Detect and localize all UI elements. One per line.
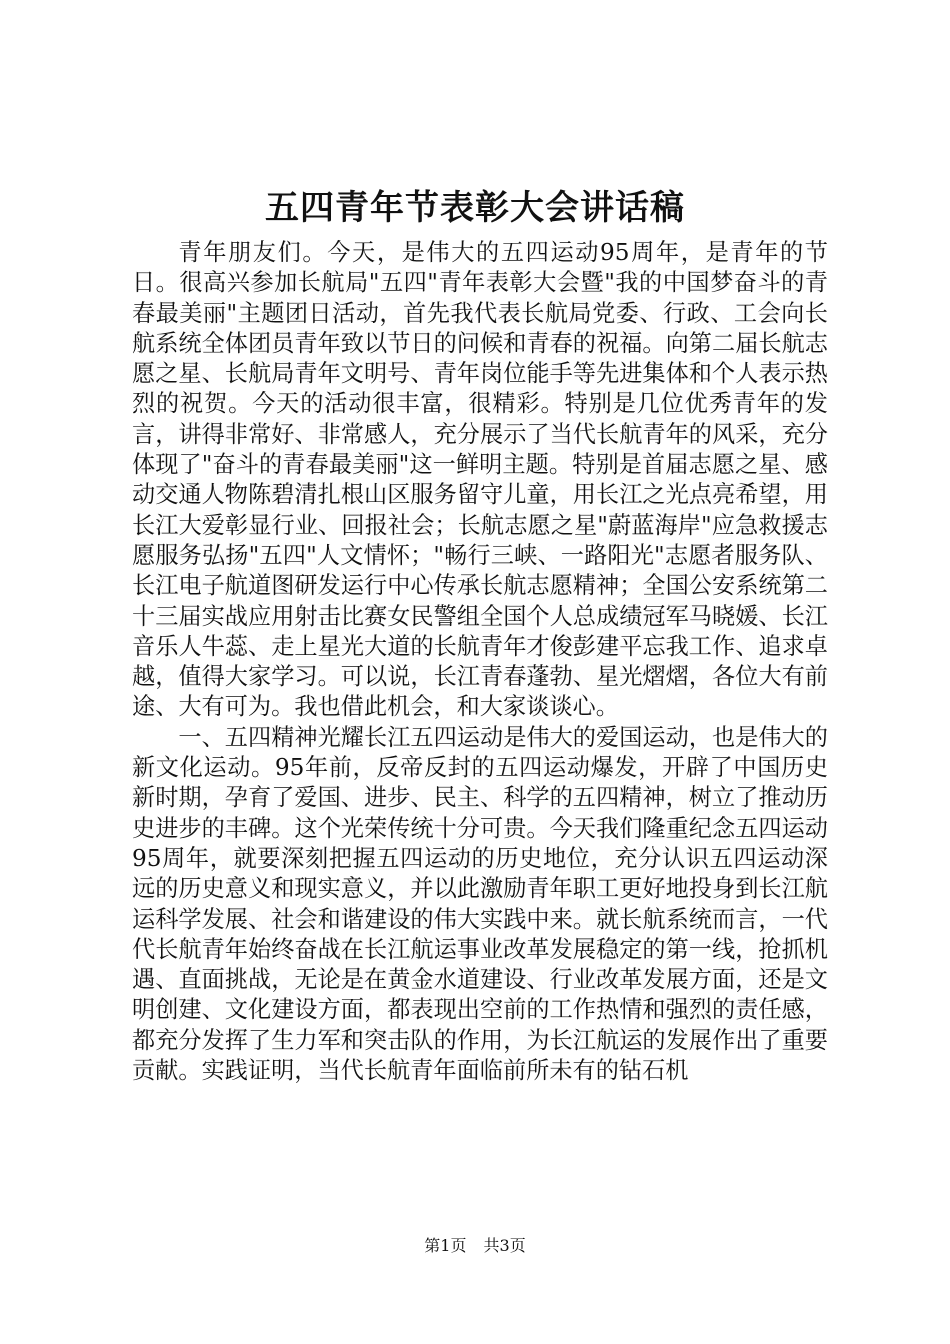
document-body: [132, 238, 828, 1086]
page-number: 第1页: [424, 1236, 467, 1255]
page-title: 五四青年节表彰大会讲话稿: [265, 188, 685, 228]
page-footer: [0, 1236, 950, 1256]
paragraph: 青年朋友们。今天，是伟大的五四运动95周年，是青年的节日。很高兴参加长航局"五四"青年表彰大会暨"我的中国梦奋斗的青春最美丽"主题团日活动，首先我代表长航局党委、行政、工会向长航系统全体团员青年致以节日的问候和青春的祝福。向第二届长航志愿之星、长航局青年文明号、青年岗位能手等先进集体和个人表示热烈的祝贺。今天的活动很丰富，很精彩。特别是几位优秀青年的发言，讲得非常好、非常感人，充分展示了当代长航青年的风采，充分体现了"奋斗的青春最美丽"这一鲜明主题。特别是首届志愿之星、感动交通人物陈碧清扎根山区服务留守儿童，用长江之光点亮希望，用长江大爱彰显行业、回报社会；长航志愿之星"蔚蓝海岸"应急救援志愿服务弘扬"五四"人文情怀；"畅行三峡、一路阳光"志愿者服务队、长江电子航道图研发运行中心传承长航志愿精神；全国公安系统第二十三届实战应用射击比赛女民警组全国个人总成绩冠军马晓媛、长江音乐人牛蕊、走上星光大道的长航青年才俊彭建平忘我工作、追求卓越，值得大家学习。可以说，长江青春蓬勃、星光熠熠，各位大有前途、大有可为。我也借此机会，和大家谈谈心。: [132, 239, 828, 721]
page-total: 共3页: [483, 1236, 526, 1255]
paragraph: 一、五四精神光耀长江五四运动是伟大的爱国运动，也是伟大的新文化运动。95年前，反帝反封的五四运动爆发，开辟了中国历史新时期，孕育了爱国、进步、民主、科学的五四精神，树立了推动历史进步的丰碑。这个光荣传统十分可贵。今天我们隆重纪念五四运动95周年，就要深刻把握五四运动的历史地位，充分认识五四运动深远的历史意义和现实意义，并以此激励青年职工更好地投身到长江航运科学发展、社会和谐建设的伟大实践中来。就长航系统而言，一代代长航青年始终奋战在长江航运事业改革发展稳定的第一线，抢抓机遇、直面挑战，无论是在黄金水道建设、行业改革发展方面，还是文明创建、文化建设方面，都表现出空前的工作热情和强烈的责任感，都充分发挥了生力军和突击队的作用，为长江航运的发展作出了重要贡献。实践证明，当代长航青年面临前所未有的钻石机: [132, 723, 828, 1085]
